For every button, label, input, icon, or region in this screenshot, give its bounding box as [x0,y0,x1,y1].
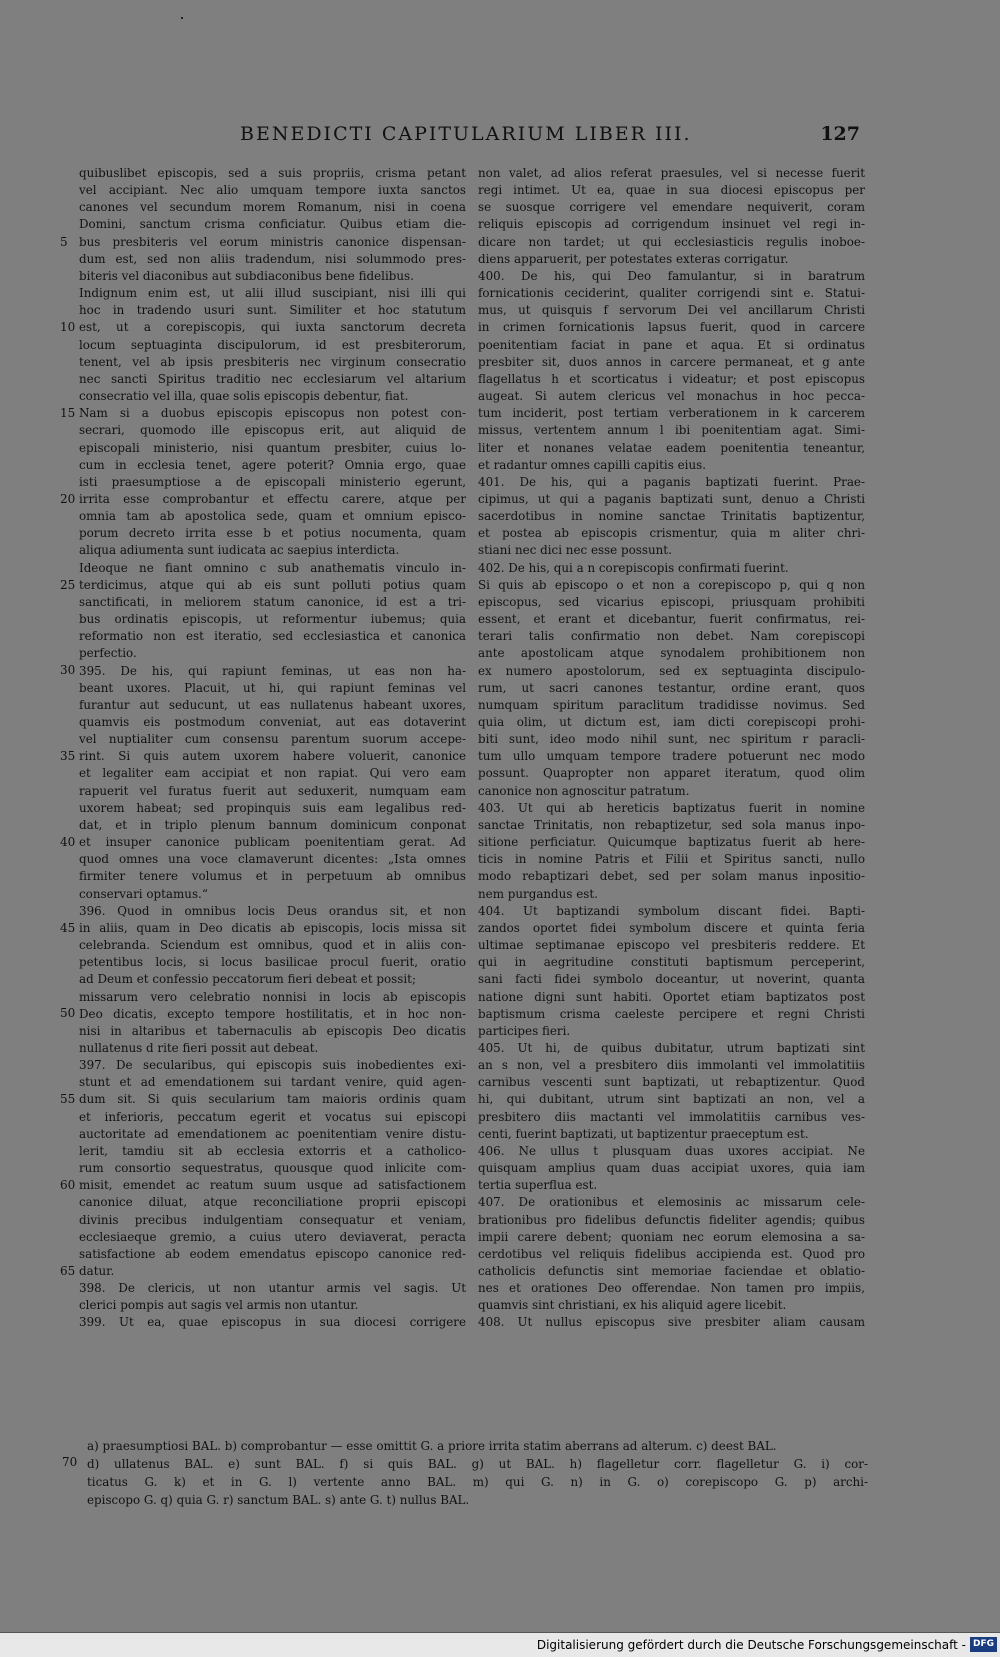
footnotes [87,1437,868,1509]
page-number: 127 [820,123,860,145]
text-line: Ideoque ne fiant omnino c sub anathematis vinculo in- [79,560,466,575]
text-line: catholicis defunctis sint memoriae faciendae et oblatio- [478,1264,865,1278]
text-line: datur. [79,1264,115,1278]
text-line: firmiter tenere volumus et in perpetuum ab omnibus [79,869,466,884]
text-line: petentibus locis, si locus basilicae procul fuerit, oratio [79,955,466,970]
footnote-line: episcopo G. q) quia G. r) sanctum BAL. s) ante G. t) nullus BAL. [87,1493,470,1507]
text-line: auctoritate ad emendationem ac poenitentiam venire distu- [79,1126,466,1141]
text-line: tum inciderit, post tertiam verberationem in k carcerem [478,406,865,421]
text-line: quamvis sint christiani, ex his aliquid agere licebit. [478,1298,787,1313]
text-line: reformatio non est iteratio, sed ecclesiastica et canonica [79,629,466,644]
text-line: sanctificati, in meliorem statum canonice, id est a tri- [79,594,466,609]
text-line: 407. De orationibus et elemosinis ac missarum cele- [478,1195,865,1210]
line-number: 55 [60,1092,76,1107]
text-line: possunt. Quapropter non apparet iteratum, quod olim [478,766,865,781]
text-line: nullatenus d rite fieri possit aut debeat. [79,1040,319,1055]
line-number: 45 [60,920,76,935]
line-number: 20 [60,491,76,506]
text-line: ticis in nomine Patris et Filii et Spiritus sancti, nullo [478,852,865,867]
text-line: 406. Ne ullus t plusquam duas uxores accipiat. Ne [478,1143,865,1158]
right-text-column [478,165,865,1332]
text-line: numquam spiritum paraclitum tradidisse novimus. Sed [478,697,865,712]
text-line: ad Deum et confessio peccatorum fieri debeat et possit; [79,972,416,987]
text-line: episcopus, sed vicarius episcopi, priusquam prohibiti [478,594,865,609]
text-line: 395. De his, qui rapiunt feminas, ut eas non ha- [79,663,466,678]
text-line: bus ordinatis episcopis, ut reformentur iubemus; quia [79,612,466,627]
text-line: carnibus vescenti sunt baptizati, ut rebaptizentur. Quod [478,1075,865,1090]
text-line: participes fieri. [478,1023,571,1038]
text-line: centi, fuerint baptizati, ut baptizentur praeceptum est. [478,1126,809,1141]
text-line: tenent, vel ab ipsis presbiteris nec virginum consecratio [79,354,466,369]
funding-credit: Digitalisierung gefördert durch die Deutsche Forschungsgemeinschaft - [536,1638,966,1652]
line-number: 30 [60,663,76,678]
text-line: rint. Si quis autem uxorem habere voluerit, canonice [79,749,466,764]
digitization-footer [0,1632,1000,1657]
text-line: dat, et in triplo plenum bannum dominicum conponat [79,817,466,832]
text-line: dum est, sed non aliis tradendum, nisi solummodo pres- [79,251,466,266]
text-line: canonice diluat, atque reconciliatione proprii episcopi [79,1195,466,1210]
text-line: canones vel secundum morem Romanum, nisi in coena [79,200,466,215]
text-line: Nam si a duobus episcopis episcopus non potest con- [79,406,466,421]
text-line: vel nuptialiter cum consensu parentum suorum accepe- [79,732,466,747]
text-line: presbiter sit, duos annos in carcere permaneat, et g ante [478,354,865,369]
text-line: cum in ecclesia tenet, agere poterit? Omnia ergo, quae [79,457,466,472]
text-line: porum decreto irrita esse b et potius nocumenta, quam [79,526,466,541]
text-line: non valet, ad alios referat praesules, vel si necesse fuerit [478,166,865,180]
text-line: in crimen fornicationis lapsus fuerit, quod in carcere [478,320,865,335]
line-number: 40 [60,834,76,849]
text-line: 401. De his, qui a paganis baptizati fuerint. Prae- [478,474,865,489]
line-number: 10 [60,320,76,335]
text-line: conservari optamus.“ [79,886,208,901]
text-line: uxorem habeat; sed propinquis suis eam legalibus red- [79,800,466,815]
line-number: 35 [60,749,76,764]
text-line: furantur aut seducunt, ut eas nullatenus habeant uxores, [79,697,466,712]
text-line: 400. De his, qui Deo famulantur, si in baratrum [478,268,865,283]
text-line: essent, et erant et dicebantur, fuerit confirmatus, rei- [478,612,865,627]
text-line: tertia superflua est. [478,1178,598,1193]
text-line: isti praesumptiose a de episcopali ministerio egerunt, [79,474,466,489]
text-line: qui in aegritudine constituti baptismum perceperint, [478,955,865,970]
text-line: quisquam amplius quam duas accipiat uxores, quia iam [478,1161,865,1176]
text-line: mus, ut quisquis f servorum Dei vel ancillarum Christi [478,303,865,318]
text-line: clerici pompis aut sagis vel armis non utantur. [79,1298,359,1313]
footnote-line-number: 70 [62,1455,78,1469]
text-line: est, ut a corepiscopis, qui iuxta sanctorum decreta [79,320,466,335]
text-line: locum septuaginta discipulorum, id est presbiterorum, [79,337,466,352]
text-line: tum ullo umquam tempore tradere potuerunt nec modo [478,749,865,764]
text-line: ex numero apostolorum, sed ex septuaginta discipulo- [478,663,865,678]
text-line: cipimus, ut qui a paganis baptizati sunt, denuo a Christi [478,491,865,506]
text-line: 402. De his, qui a n corepiscopis confirmati fuerint. [478,560,789,575]
footnote-line: ticatus G. k) et in G. l) vertente anno BAL. m) qui G. n) in G. o) corepiscopo G. p) archi- [87,1475,868,1489]
line-number: 25 [60,577,76,592]
text-line: divinis precibus indulgentiam consequatur et veniam, [79,1212,466,1227]
text-line: Indignum enim est, ut alii illud suscipiant, nisi illi qui [79,286,466,301]
text-line: in aliis, quam in Deo dicatis ab episcopis, locis missa sit [79,920,466,935]
text-line: natione digni sunt habiti. Oportet etiam baptizatos post [478,989,865,1004]
text-line: nec sancti Spiritus traditio nec ecclesiarum vel altarium [79,371,466,386]
text-line: 408. Ut nullus episcopus sive presbiter aliam causam [478,1315,865,1330]
text-line: poenitentiam faciat in pane et aqua. Et si ordinatus [478,337,865,352]
text-line: ante apostolicam atque synodalem prohibitionem non [478,646,865,661]
page-header [240,123,860,149]
line-number: 15 [60,406,76,421]
text-line: rum, ut sacri canones testantur, ordine erant, quos [478,680,865,695]
line-number: 50 [60,1006,76,1021]
text-line: modo rebaptizari debet, sed per solam manus inpositio- [478,869,865,884]
footnote-line: a) praesumptiosi BAL. b) comprobantur — esse omittit G. a priore irrita statim aberrans ad alterum. c) deest BAL. [87,1439,777,1453]
text-line: beant uxores. Placuit, ut hi, qui rapiunt feminas vel [79,680,466,695]
text-line: 403. Ut qui ab hereticis baptizatus fuerit in nomine [478,800,865,815]
text-line: episcopali ministerio, nisi quantum presbiter, cuius lo- [79,440,466,455]
text-line: fornicationis ceciderint, qualiter corrigendi sint e. Statui- [478,286,865,301]
text-line: celebranda. Sciendum est omnibus, quod et in aliis con- [79,938,466,953]
text-line: dicare non tardet; ut qui ecclesiasticis regulis inoboe- [478,234,865,249]
text-line: ultimae septimanae episcopo vel presbiteris reddere. Et [478,938,865,953]
text-line: reliquis episcopis ad corrigendum insinuet vel regi in- [478,217,865,232]
text-line: quia olim, ut dictum est, iam dicti corepiscopi prohi- [478,715,865,729]
line-number: 5 [60,234,68,249]
text-line: terdicimus, atque qui ab eis sunt polluti potius quam [79,577,466,592]
text-line: canonice non agnoscitur patratum. [478,783,690,798]
text-line: quod omnes una voce clamaverunt dicentes: „Ista omnes [79,852,466,867]
text-line: biti sunt, ideo modo nihil sunt, nec spiritum r paracli- [478,732,865,747]
text-line: sacerdotibus in nomine sanctae Trinitatis baptizentur, [478,509,865,524]
text-line: 397. De secularibus, qui episcopis suis inobedientes exi- [79,1058,466,1073]
text-line: lerit, tamdiu sit ab ecclesia extorris et a catholico- [79,1143,466,1158]
text-line: regi intimet. Ut ea, quae in sua diocesi episcopus per [478,183,865,198]
text-line: sitione perficiatur. Quicumque baptizatus fuerit ab here- [478,835,865,850]
text-line: secrari, quomodo ille episcopus erit, aut aliquid de [79,423,466,438]
text-line: missus, vertentem annum l ibi poenitentiam agat. Simi- [478,423,865,438]
running-title: BENEDICTI CAPITULARIUM LIBER III. [240,123,692,145]
text-line: dum sit. Si quis secularium tam maioris ordinis quam [79,1092,466,1107]
text-line: augeat. Si autem clericus vel monachus in hoc pecca- [478,389,865,404]
text-line: 405. Ut hi, de quibus dubitatur, utrum baptizati sint [478,1040,865,1055]
text-line: zandos oportet fidei symbolum discere et quinta feria [478,920,865,935]
text-line: rapuerit vel furatus fuerit aut seduxerit, numquam eam [79,783,466,798]
text-line: sanctae Trinitatis, non rebaptizetur, sed sola manus inpo- [478,817,865,832]
text-line: liter et nonanes velatae eadem poenitentia teneantur, [478,440,865,455]
text-line: perfectio. [79,646,137,661]
text-line: stunt et ad emendationem sui tardant venire, quid agen- [79,1075,466,1090]
text-line: stiani nec dici nec esse possunt. [478,543,672,558]
text-line: hi, qui dubitant, utrum sint baptizati an non, vel a [478,1092,865,1107]
text-line: hoc in tradendo usuri sunt. Similiter et hoc statutum [79,303,466,318]
dfg-logo: DFG [970,1637,997,1652]
text-line: missarum vero celebratio nonnisi in locis ab episcopis [79,989,466,1004]
text-line: quibuslibet episcopis, sed a suis propriis, crisma petant [79,166,466,180]
text-line: brationibus pro fidelibus defunctis fideliter agendis; quibus [478,1212,865,1227]
text-line: et postea ab episcopis crismentur, quia m aliter chri- [478,526,865,541]
text-line: presbitero diis mactanti vel immolatitiis carnibus ves- [478,1109,865,1124]
text-line: terari talis confirmatio non debet. Nam corepiscopi [478,629,865,644]
text-line: irrita esse comprobantur et effectu carere, atque per [79,491,466,506]
text-line: et radantur omnes capilli capitis eius. [478,457,706,472]
text-line: cerdotibus vel reliquis fidelibus accipienda est. Quod pro [478,1246,865,1261]
text-line: consecratio vel illa, quae solis episcopis debentur, fiat. [79,389,409,404]
text-line: diens apparuerit, per potestates exteras corrigatur. [478,251,789,266]
text-line: se suosque corrigere vel emendare nequiverit, coram [478,200,865,215]
text-line: et inferioris, peccatum egerit et vocatus sui episcopi [79,1109,466,1124]
text-line: nem purgandus est. [478,886,598,901]
text-line: et insuper canonice publicam poenitentiam gerat. Ad [79,835,466,850]
text-line: 398. De clericis, ut non utantur armis vel sagis. Ut [79,1281,466,1296]
text-line: an s non, vel a presbitero diis immolanti vel immolatitiis [478,1058,865,1073]
text-line: ecclesiaeque gremio, a cuius utero deviaverat, peracta [79,1229,466,1244]
text-line: et legaliter eam accipiat et non rapiat. Qui vero eam [79,766,466,781]
left-text-column [79,165,466,1332]
text-line: Si quis ab episcopo o et non a corepiscopo p, qui q non [478,577,865,592]
text-line: 396. Quod in omnibus locis Deus orandus sit, et non [79,903,466,918]
text-line: aliqua adiumenta sunt iudicata ac saepius interdicta. [79,543,400,558]
text-line: omnia tam ab apostolica sede, quam et omnium episco- [79,509,466,524]
text-line: satisfactione ab eodem emendatus episcopo canonice red- [79,1246,466,1261]
text-line: flagellatus h et scorticatus i videatur; et post episcopus [478,371,865,386]
text-line: Deo dicatis, excepto tempore hostilitatis, et in hoc non- [79,1006,466,1021]
text-line: sani facti fidei symbolo doceantur, ut noverint, quanta [478,972,865,987]
line-number: 60 [60,1177,76,1192]
speck-mark [181,17,183,19]
text-line: baptismum crisma caeleste percipere et regni Christi [478,1006,865,1021]
text-line: 404. Ut baptizandi symbolum discant fidei. Bapti- [478,903,865,918]
text-line: nes et orationes Deo offerendae. Non tamen pro impiis, [478,1281,865,1296]
text-line: rum consortio sequestratus, quousque quod inlicite com- [79,1161,466,1176]
text-line: biteris vel diaconibus aut subdiaconibus bene fidelibus. [79,268,414,283]
text-line: 399. Ut ea, quae episcopus in sua diocesi corrigere [79,1315,466,1330]
footnote-line: d) ullatenus BAL. e) sunt BAL. f) si quis BAL. g) ut BAL. h) flagelletur corr. flagelletur G. i) cor- [87,1457,868,1471]
text-line: misit, emendet ac reatum suum usque ad satisfactionem [79,1178,466,1193]
line-number: 65 [60,1263,76,1278]
text-line: nisi in altaribus et tabernaculis ab episcopis Deo dicatis [79,1023,466,1038]
text-line: Domini, sanctum crisma conficiatur. Quibus etiam die- [79,217,466,232]
text-line: quamvis eis postmodum conveniat, aut eas dotaverint [79,715,466,729]
text-line: vel accipiant. Nec alio umquam tempore iuxta sanctos [79,183,466,198]
text-line: bus presbiteris vel eorum ministris canonice dispensan- [79,234,466,249]
text-line: impii carere debent; quoniam nec eorum elemosina a sa- [478,1229,865,1244]
